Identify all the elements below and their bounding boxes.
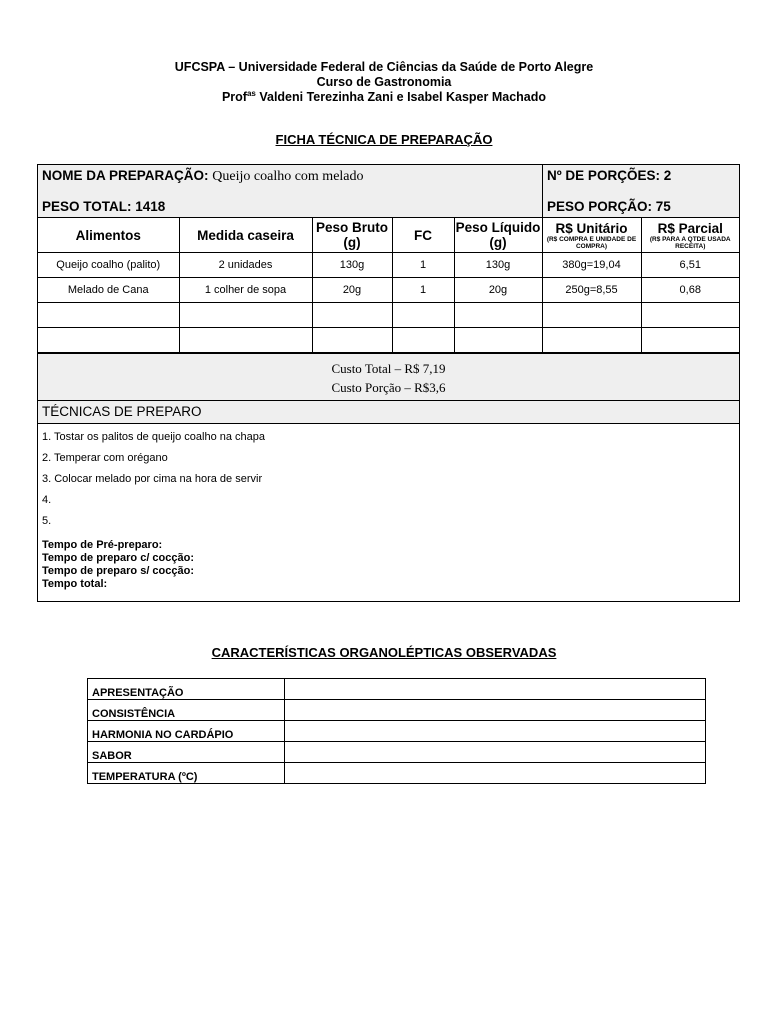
table-row: [38, 303, 739, 328]
cell-unitario: [542, 303, 641, 328]
col-header-medida: Medida caseira: [179, 218, 312, 253]
technique-step: 3. Colocar melado por cima na hora de servir: [42, 473, 263, 485]
table-row: [88, 721, 706, 742]
prep-time-no-cooking: Tempo de preparo s/ cocção:: [42, 565, 195, 577]
table-row: [38, 278, 739, 303]
unitario-note: (R$ COMPRA E UNIDADE DE COMPRA): [546, 235, 637, 250]
course-name: Curso de Gastronomia: [316, 75, 452, 89]
organoleptic-label: APRESENTAÇÃO: [88, 679, 285, 700]
form-title: FICHA TÉCNICA DE PREPARAÇÃO: [275, 132, 493, 147]
cell-peso-bruto: [312, 328, 392, 353]
organoleptic-value-field[interactable]: [285, 700, 706, 721]
organoleptic-label: SABOR: [88, 742, 285, 763]
preparation-info: [38, 165, 739, 218]
col-header-peso-liquido: Peso Líquido (g): [454, 218, 542, 253]
col-header-unitario: R$ Unitário (R$ COMPRA E UNIDADE DE COMPRA): [542, 218, 641, 253]
cell-alimento: Queijo coalho (palito): [38, 253, 179, 278]
cell-alimento: Melado de Cana: [38, 278, 179, 303]
portions-count: Nº DE PORÇÕES: 2: [547, 168, 672, 183]
table-row: [88, 679, 706, 700]
cell-peso-liquido: [454, 328, 542, 353]
table-row: [88, 742, 706, 763]
organoleptic-table: [87, 678, 706, 784]
cell-fc: [392, 328, 454, 353]
table-row: [38, 253, 739, 278]
portion-weight: PESO PORÇÃO: 75: [547, 199, 671, 214]
cell-peso-bruto: 130g: [312, 253, 392, 278]
cell-parcial: 0,68: [641, 278, 739, 303]
ingredients-header-row: [38, 218, 739, 253]
organoleptic-value-field[interactable]: [285, 742, 706, 763]
organoleptic-value-field[interactable]: [285, 763, 706, 784]
col-header-parcial: R$ Parcial (R$ PARA A QTDE USADA RECEITA): [641, 218, 739, 253]
organoleptic-label: HARMONIA NO CARDÁPIO: [88, 721, 285, 742]
table-row: [38, 328, 739, 353]
cell-parcial: [641, 303, 739, 328]
techniques-title: TÉCNICAS DE PREPARO: [38, 401, 739, 424]
col-header-alimentos: Alimentos: [38, 218, 179, 253]
cell-peso-bruto: [312, 303, 392, 328]
total-weight: PESO TOTAL: 1418: [42, 199, 166, 214]
techniques-body: [38, 424, 739, 601]
cell-medida: [179, 328, 312, 353]
cell-parcial: [641, 328, 739, 353]
organoleptic-value-field[interactable]: [285, 721, 706, 742]
table-row: [88, 763, 706, 784]
portion-cost: Custo Porção – R$3,6: [331, 380, 446, 395]
cell-alimento: [38, 303, 179, 328]
organoleptic-label: TEMPERATURA (ºC): [88, 763, 285, 784]
total-cost: Custo Total – R$ 7,19: [331, 361, 446, 376]
col-header-peso-bruto: Peso Bruto (g): [312, 218, 392, 253]
organoleptic-title: CARACTERÍSTICAS ORGANOLÉPTICAS OBSERVADAS: [211, 645, 557, 660]
cell-peso-liquido: 130g: [454, 253, 542, 278]
cell-unitario: 380g=19,04: [542, 253, 641, 278]
table-row: [88, 700, 706, 721]
technique-step: 1. Tostar os palitos de queijo coalho na chapa: [42, 431, 266, 443]
cell-fc: 1: [392, 253, 454, 278]
professors-line: Prof$^{as}$ Valdeni Terezinha Zani e Isabel Kasper Machado: [221, 88, 547, 104]
preparation-name-value: Queijo coalho com melado: [212, 169, 364, 184]
col-header-fc: FC: [392, 218, 454, 253]
cell-medida: 2 unidades: [179, 253, 312, 278]
preparation-info-left: [38, 165, 543, 217]
ficha-tecnica-box: [37, 164, 740, 602]
cell-alimento: [38, 328, 179, 353]
cell-medida: 1 colher de sopa: [179, 278, 312, 303]
cell-peso-liquido: [454, 303, 542, 328]
cell-peso-liquido: 20g: [454, 278, 542, 303]
preparation-name: NOME DA PREPARAÇÃO: Queijo coalho com melado: [42, 168, 364, 184]
organoleptic-label: CONSISTÊNCIA: [88, 700, 285, 721]
cell-fc: [392, 303, 454, 328]
organoleptic-value-field[interactable]: [285, 679, 706, 700]
pre-prep-time: Tempo de Pré-preparo:: [42, 539, 163, 551]
technique-step: 4.: [42, 494, 52, 506]
cell-medida: [179, 303, 312, 328]
cost-summary: [38, 353, 739, 401]
cell-peso-bruto: 20g: [312, 278, 392, 303]
total-time: Tempo total:: [42, 578, 108, 590]
cell-unitario: 250g=8,55: [542, 278, 641, 303]
ingredients-table: [38, 218, 739, 353]
technique-step: 2. Temperar com orégano: [42, 452, 168, 464]
institution-header: [0, 60, 768, 105]
cell-parcial: 6,51: [641, 253, 739, 278]
prep-time-cooking: Tempo de preparo c/ cocção:: [42, 552, 195, 564]
preparation-times: [42, 539, 735, 591]
institution-name: UFCSPA – Universidade Federal de Ciências da Saúde de Porto Alegre: [174, 60, 594, 74]
parcial-note: (R$ PARA A QTDE USADA RECEITA): [649, 235, 731, 250]
cell-fc: 1: [392, 278, 454, 303]
technique-step: 5.: [42, 515, 52, 527]
cell-unitario: [542, 328, 641, 353]
